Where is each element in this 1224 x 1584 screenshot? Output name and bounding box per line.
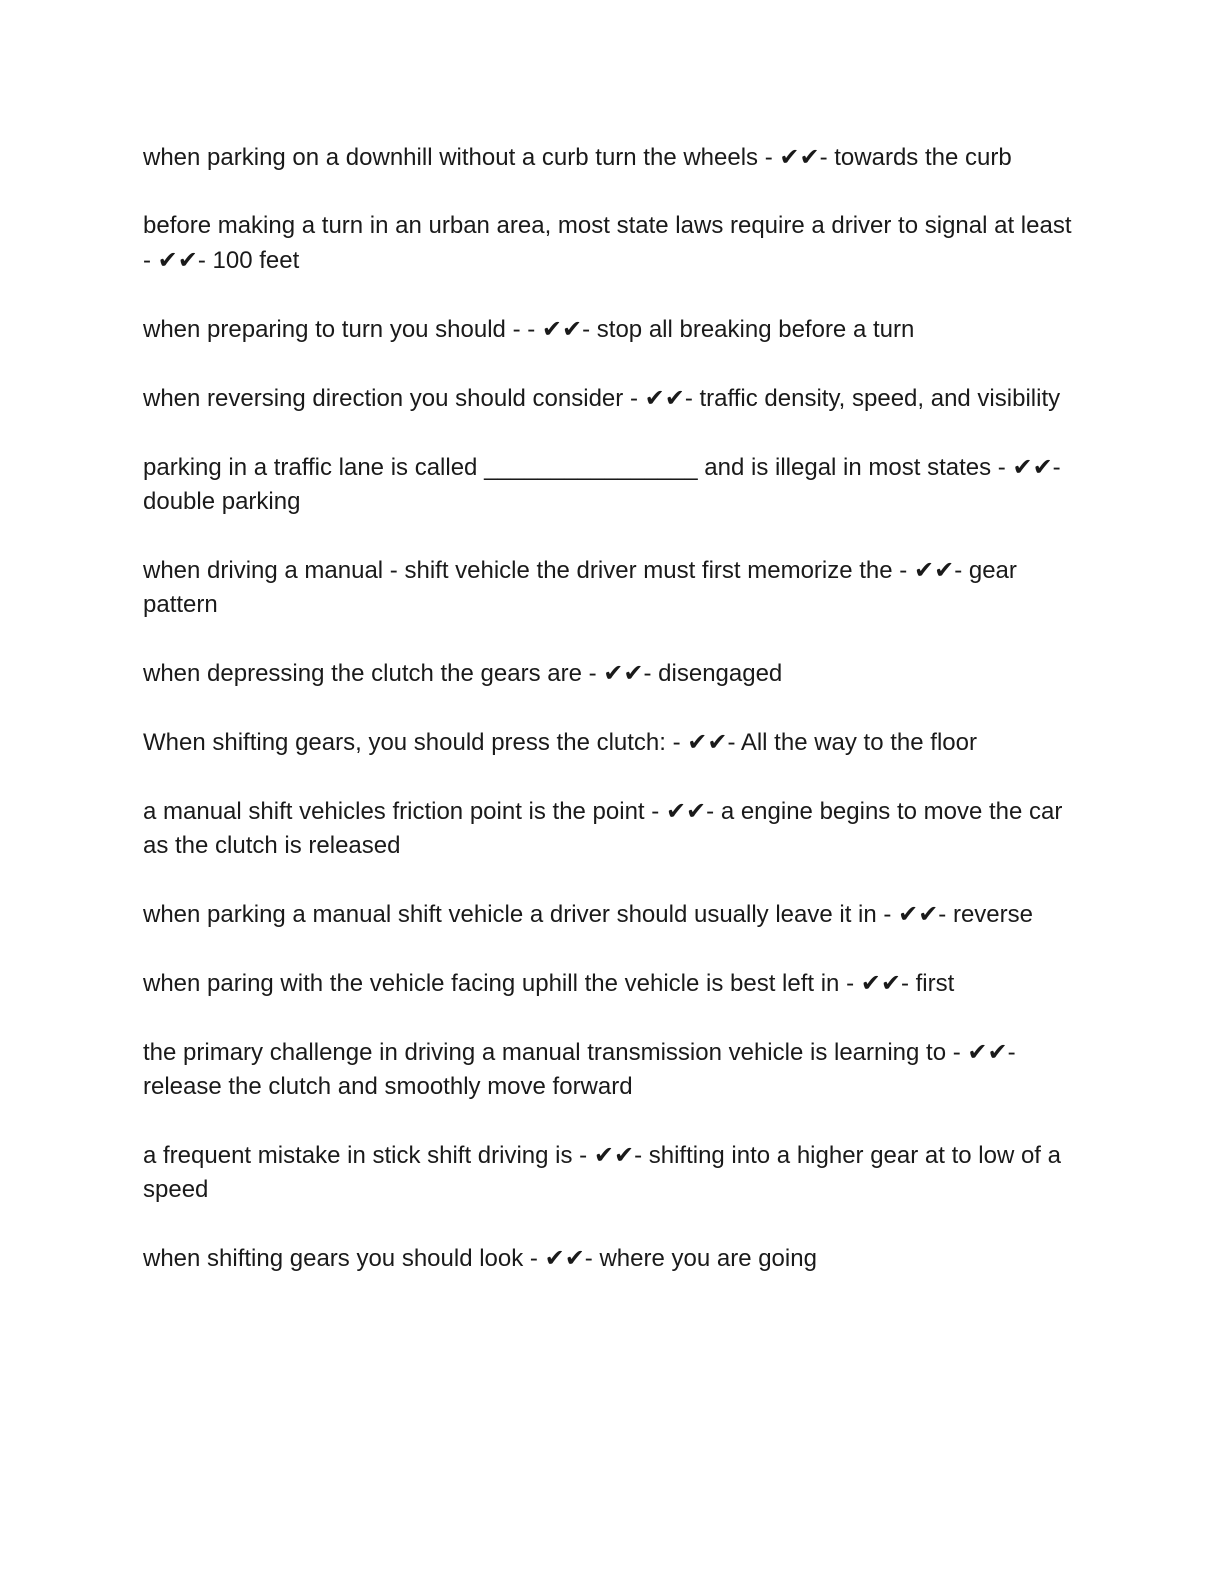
question: when reversing direction you should consider - [143, 385, 638, 412]
answer: - shifting into a higher gear at to low of a speed [143, 1142, 1061, 1203]
answer: - double parking [143, 454, 1061, 515]
check-marks-icon: ✔✔ [898, 900, 939, 928]
check-marks-icon: ✔✔ [603, 659, 644, 687]
qa-item-13 [143, 1138, 1078, 1207]
question: a frequent mistake in stick shift driving is - [143, 1142, 588, 1169]
qa-item-7 [143, 656, 1078, 691]
question: when preparing to turn you should - - [143, 316, 536, 343]
check-marks-icon: ✔✔ [665, 797, 707, 825]
qa-item-3 [143, 312, 1078, 347]
question: before making a turn in an urban area, most state laws require a driver to signal at least - [143, 212, 1072, 274]
check-marks-icon: ✔✔ [687, 728, 728, 756]
qa-item-5 [143, 450, 1078, 519]
qa-item-12 [143, 1035, 1078, 1104]
check-marks-icon: ✔✔ [779, 143, 820, 171]
answer: - reverse [938, 901, 1033, 928]
check-marks-icon: ✔✔ [544, 1244, 585, 1272]
qa-item-6 [143, 553, 1078, 622]
answer: - towards the curb [819, 144, 1012, 171]
check-marks-icon: ✔✔ [157, 246, 198, 274]
check-marks-icon: ✔✔ [541, 315, 583, 343]
answer: - 100 feet [197, 247, 300, 274]
qa-item-2 [143, 209, 1078, 278]
question: when parking on a downhill without a curb turn the wheels - [143, 144, 773, 171]
check-marks-icon: ✔✔ [593, 1141, 635, 1169]
qa-item-11 [143, 966, 1078, 1001]
answer: - disengaged [643, 660, 783, 687]
qa-item-8 [143, 725, 1078, 760]
question: the primary challenge in driving a manual transmission vehicle is learning to - [143, 1039, 961, 1066]
question: When shifting gears, you should press the clutch: - [143, 729, 681, 756]
answer: - first [900, 970, 955, 997]
check-marks-icon: ✔✔ [860, 969, 901, 997]
qa-item-10 [143, 897, 1078, 932]
answer: - where you are going [584, 1245, 817, 1272]
check-marks-icon: ✔✔ [967, 1038, 1008, 1066]
qa-item-14 [143, 1241, 1078, 1276]
answer: - release the clutch and smoothly move forward [143, 1039, 1016, 1100]
answer: - gear pattern [143, 557, 1017, 618]
answer: - traffic density, speed, and visibility [684, 385, 1061, 412]
answer: - All the way to the floor [727, 729, 977, 756]
check-marks-icon: ✔✔ [913, 556, 955, 584]
question: when parking a manual shift vehicle a driver should usually leave it in - [143, 901, 892, 928]
question: parking in a traffic lane is called ________________ and is illegal in most states - [143, 454, 1006, 481]
qa-item-9 [143, 794, 1078, 863]
question: when depressing the clutch the gears are - [143, 660, 597, 687]
document-page [143, 140, 1078, 1310]
question: when shifting gears you should look - [143, 1245, 538, 1272]
question: when driving a manual - shift vehicle the driver must first memorize the - [143, 557, 908, 584]
question: a manual shift vehicles friction point is the point - [143, 798, 660, 825]
check-marks-icon: ✔✔ [1012, 453, 1053, 481]
qa-item-4 [143, 381, 1078, 416]
question: when paring with the vehicle facing uphill the vehicle is best left in - [143, 970, 855, 997]
answer: - a engine begins to move the car as the clutch is released [143, 798, 1063, 859]
answer: - stop all breaking before a turn [582, 316, 915, 343]
qa-item-1 [143, 140, 1078, 175]
check-marks-icon: ✔✔ [644, 384, 685, 412]
